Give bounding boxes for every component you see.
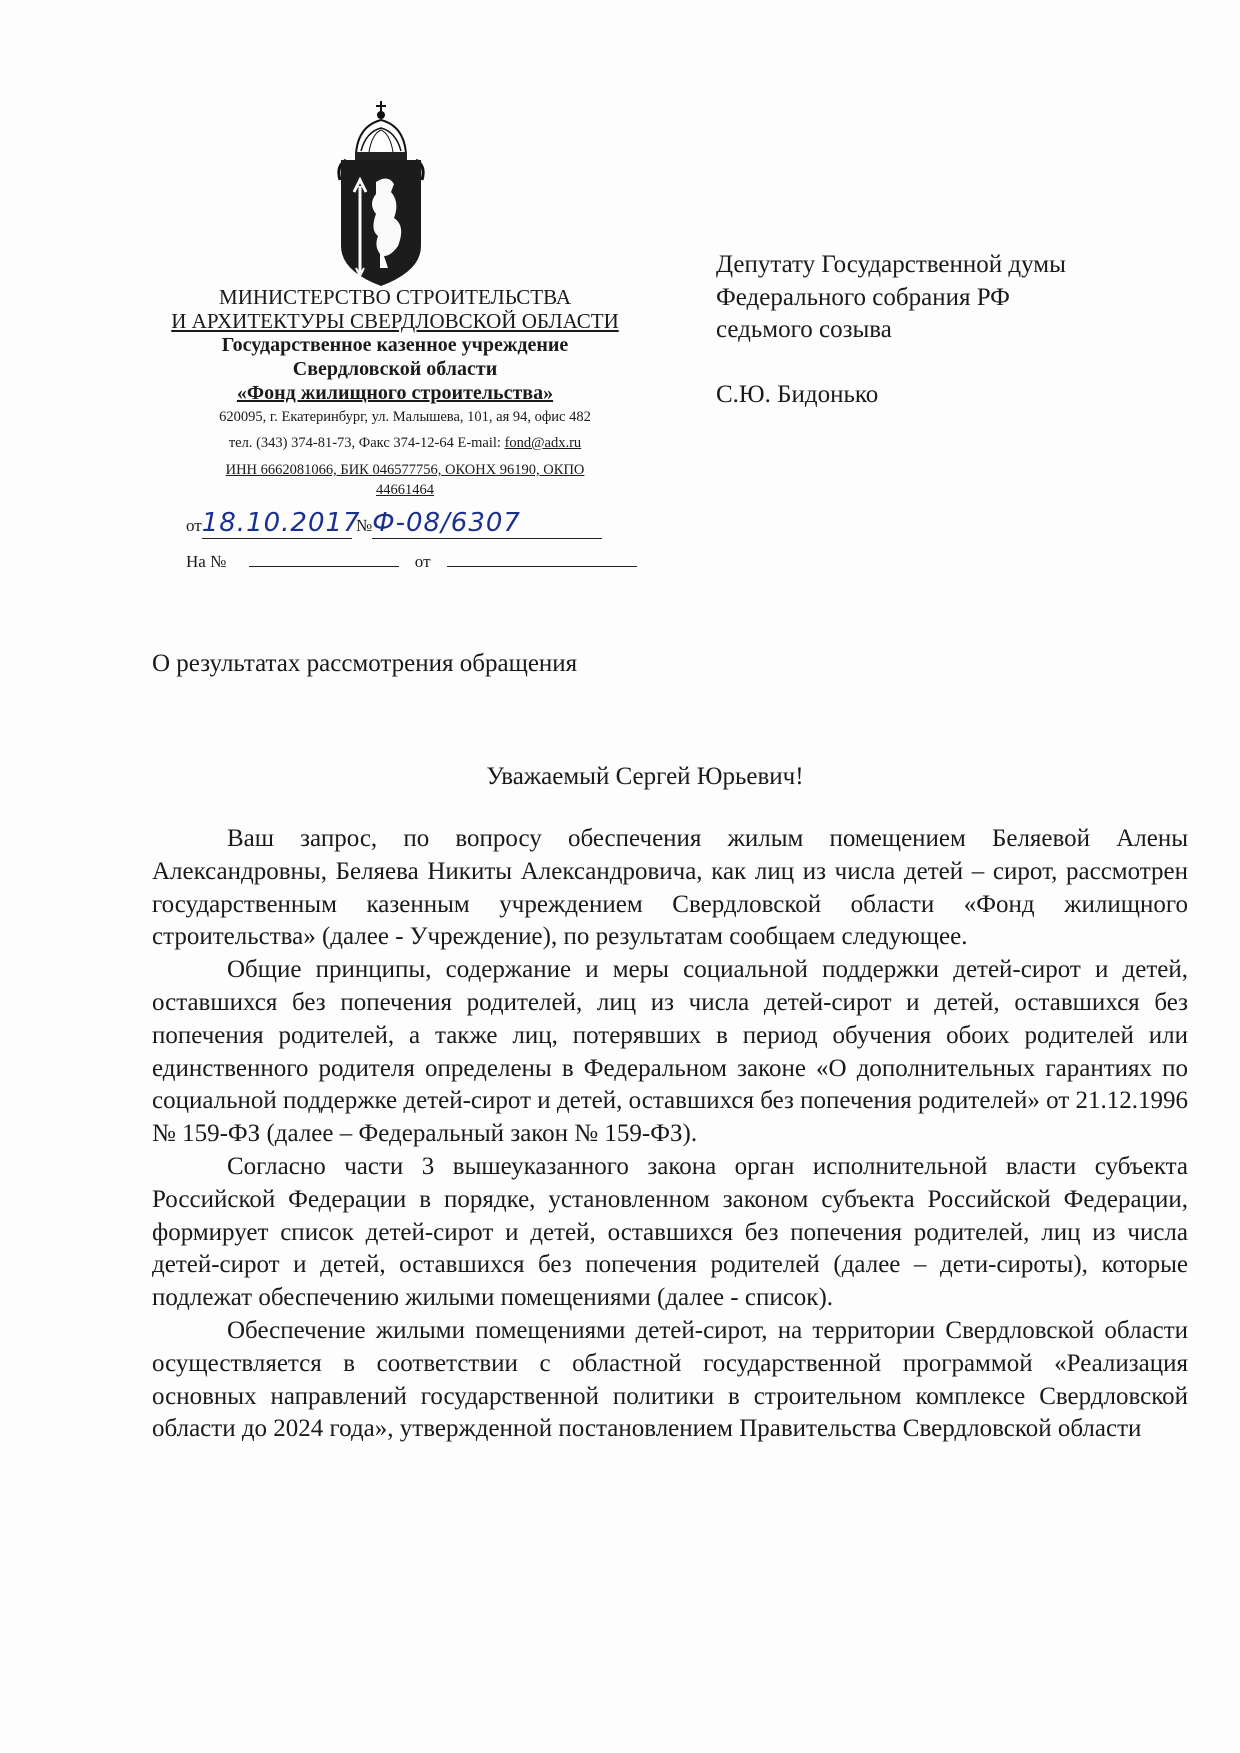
coat-of-arms-emblem: [336, 96, 426, 292]
addressee-line-2: Федерального собрания РФ: [716, 283, 1010, 311]
number-label: №: [355, 516, 373, 535]
addressee-line-1: Депутату Государственной думы: [716, 251, 1066, 278]
body-paragraph: Общие принципы, содержание и меры социальной поддержки детей-сирот и детей, оставшихся без попечения родителей, лиц из числа детей-сирот и детей, оставшихся без попечения родителей, а также лиц, потерявших в период обучения обоих родителей или единственного родителя определены в Федеральном законе «О дополнительных гарантиях по социальной поддержке детей-сирот и детей, оставшихся без попечения родителей» от 21.12.1996 № 159-ФЗ (далее – Федеральный закон № 159-ФЗ).: [152, 956, 1188, 1148]
ref-number-blank: [249, 548, 399, 567]
institution-name: [150, 333, 640, 405]
institution-line-1: Государственное казенное учреждение: [221, 334, 569, 356]
letter-greeting: Уважаемый Сергей Юрьевич!: [486, 763, 804, 790]
body-paragraph: Обеспечение жилыми помещениями детей-сирот, на территории Свердловской области осуществляется в соответствии с областной государственной программой «Реализация основных направлений государственной политики в строительном комплексе Свердловской области до 2024 года», утвержденной постановлением Правительства Свердловской области: [152, 1316, 1188, 1443]
requisites-line-2: 44661464: [376, 482, 434, 498]
addressee-name: С.Ю. Бидонько: [716, 380, 879, 408]
handwritten-date: 18.10.2017: [201, 508, 361, 538]
letter-body: [152, 823, 1188, 1446]
addressee-line-3: седьмого созыва: [716, 316, 892, 343]
body-paragraph: Ваш запрос, по вопросу обеспечения жилым помещением Беляевой Алены Александровны, Беляева Никиты Александровича, как лиц из числа детей – сирот, рассмотрен государственным казенным учреждением Свердловской области «Фонд жилищного строительства» (далее - Учреждение), по результатам сообщаем следующее.: [152, 825, 1188, 951]
email-link[interactable]: fond@adx.ru: [504, 435, 582, 451]
institution-contacts: [170, 433, 640, 453]
ref-date-label: от: [414, 552, 431, 571]
incoming-reference: [186, 548, 637, 572]
ministry-name: [150, 285, 640, 333]
handwritten-number: Ф-08/6307: [372, 508, 602, 539]
institution-address: 620095, г. Екатеринбург, ул. Малышева, 101, ая 94, офис 482: [219, 409, 591, 425]
outgoing-registration: [186, 508, 602, 539]
ministry-line-1: МИНИСТЕРСТВО СТРОИТЕЛЬСТВА: [219, 285, 571, 309]
institution-line-3: «Фонд жилищного строительства»: [236, 382, 554, 404]
institution-requisites: [170, 460, 640, 500]
date-label: от: [186, 516, 202, 535]
requisites-line-1: ИНН 6662081066, БИК 046577756, ОКОНХ 96190, ОКПО: [225, 462, 585, 478]
addressee-block: [716, 249, 1066, 411]
ministry-line-2: И АРХИТЕКТУРЫ СВЕРДЛОВСКОЙ ОБЛАСТИ: [171, 309, 619, 333]
institution-line-2: Свердловской области: [292, 358, 498, 380]
letter-subject: О результатах рассмотрения обращения: [152, 650, 578, 677]
ref-number-label: На №: [186, 552, 227, 571]
body-paragraph: Согласно части 3 вышеуказанного закона орган исполнительной власти субъекта Российской Федерации в порядке, установленном законом субъекта Российской Федерации, формирует список детей-сирот и детей, оставшихся без попечения родителей, лиц из числа детей-сирот и детей, оставшихся без попечения родителей (далее – дети-сироты), которые подлежат обеспечению жилыми помещениями (далее - список).: [152, 1152, 1188, 1312]
phone-fax-text: тел. (343) 374-81-73, Факс 374-12-64 E-mail:: [228, 435, 505, 451]
ref-date-blank: [447, 548, 637, 567]
